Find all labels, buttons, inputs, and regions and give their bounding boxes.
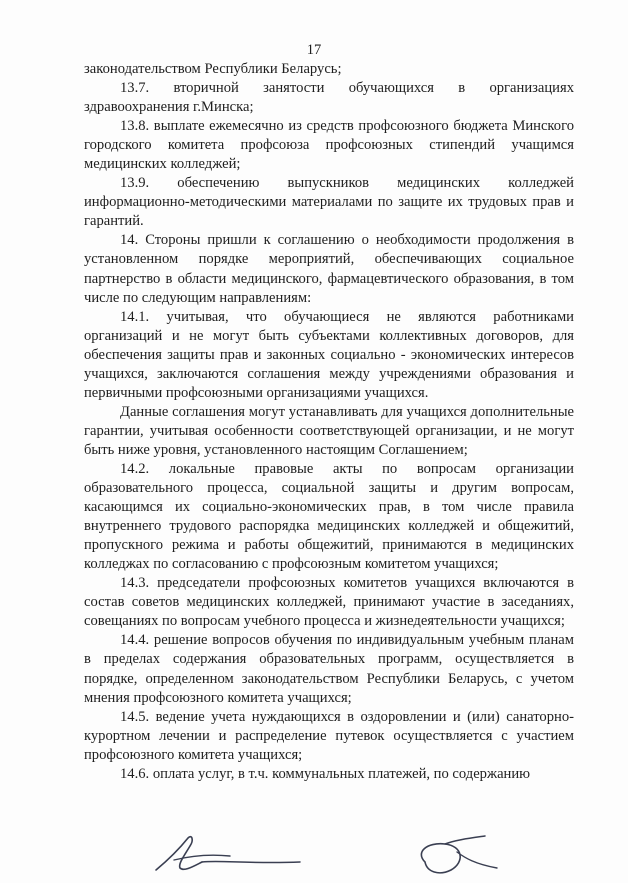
paragraph-13-8: 13.8. выплате ежемесячно из средств профсоюзного бюджета Минского городского комитета профсоюза профсоюзных стипендий учащимся медицинских колледжей; (84, 118, 574, 173)
paragraph-14: 14. Стороны пришли к соглашению о необходимости продолжения в установленном порядке мероприятий, обеспечивающих социальное партнерство в области медицинского, фармацевтического образования, в том числе по следующим направлениям: (84, 232, 574, 306)
paragraph-14-1-additional: Данные соглашения могут устанавливать для учащихся дополнительные гарантии, учитывая особенности соответствующей организации, и не могут быть ниже уровня, установленного настоящим Соглашением; (84, 403, 574, 458)
paragraph-14-4: 14.4. решение вопросов обучения по индивидуальным учебным планам в пределах содержания образовательных программ, осуществляется в порядке, определенном законодательством Республики Беларусь, с учетом мнения профсоюзного комитета учащихся; (84, 632, 574, 706)
paragraph-14-2: 14.2. локальные правовые акты по вопросам организации образовательного процесса, социальной защиты и другим вопросам, касающимся их социально-экономических прав, в том числе правила внутреннего трудового распорядка медицинских колледжей и общежитий, пропускного режима и работы общежитий, принимаются в медицинских колледжах по согласованию с профсоюзным комитетом учащихся; (84, 460, 574, 573)
signature-left (150, 830, 320, 880)
paragraph-14-1: 14.1. учитывая, что обучающиеся не являются работниками организаций и не могут быть субъектами коллективных договоров, для обеспечения защиты прав и законных социально - экономических интересов учащихся, заключаются соглашения между учреждениями образования и первичными профсоюзными организациями учащихся. (84, 308, 574, 401)
paragraph-14-5: 14.5. ведение учета нуждающихся в оздоровлении и (или) санаторно-курортном лечении и распределение путевок осуществляется с участием профсоюзного комитета учащихся; (84, 708, 574, 763)
document-body (84, 60, 574, 784)
signatures-area (0, 828, 628, 883)
page-number: 17 (306, 42, 322, 58)
paragraph-continuation: законодательством Республики Беларусь; (84, 61, 342, 77)
paragraph-14-6: 14.6. оплата услуг, в т.ч. коммунальных платежей, по содержанию (120, 765, 531, 782)
paragraph-13-9: 13.9. обеспечению выпускников медицинских колледжей информационно-методическими материалами по защите их трудовых прав и гарантий. (84, 175, 574, 230)
paragraph-13-7: 13.7. вторичной занятости обучающихся в организациях здравоохранения г.Минска; (84, 80, 574, 116)
signature-right (405, 832, 515, 882)
paragraph-14-3: 14.3. председатели профсоюзных комитетов учащихся включаются в состав советов медицинских колледжей, принимают участие в заседаниях, совещаниях по вопросам учебного процесса и жизнедеятельности учащихся; (84, 575, 574, 630)
